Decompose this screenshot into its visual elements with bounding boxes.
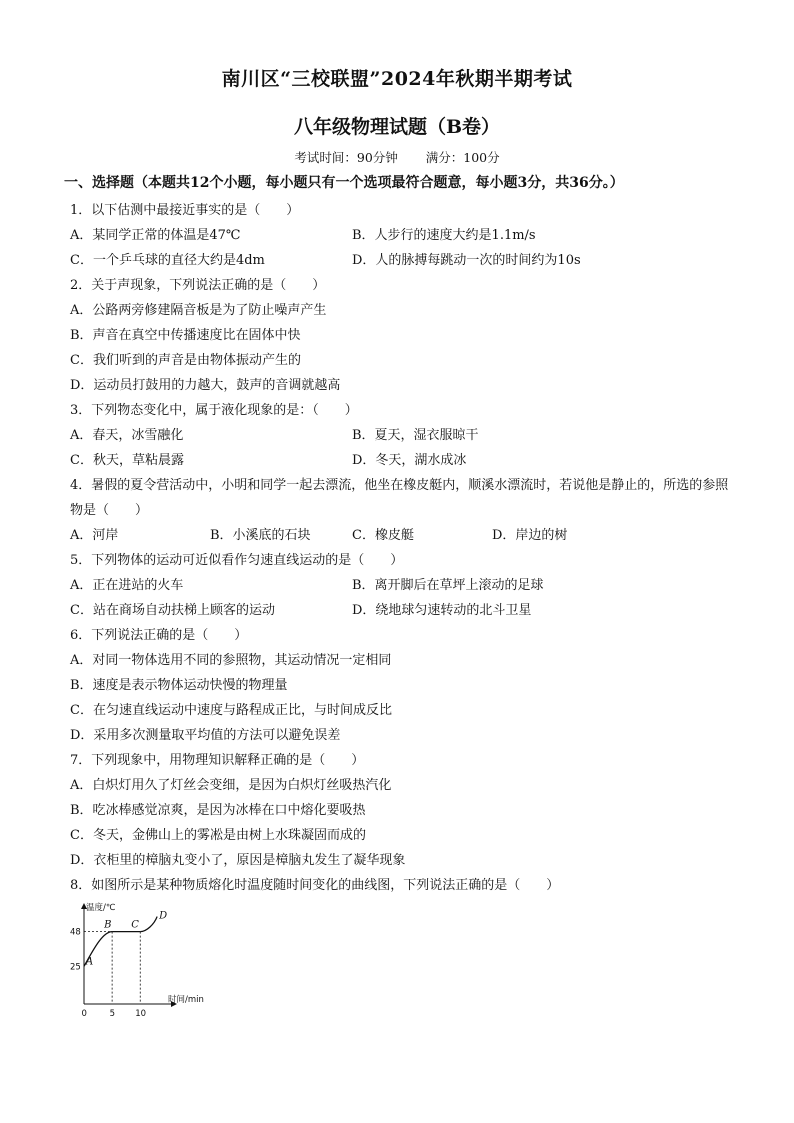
option-a: A．公路两旁修建隔音板是为了防止噪声产生 — [70, 303, 327, 318]
option-c: C．冬天，金佛山上的雾凇是由树上水珠凝固而成的 — [70, 828, 366, 843]
question-6 — [70, 623, 734, 748]
full-score: 满分：100分 — [425, 150, 500, 165]
question-5 — [70, 548, 734, 623]
question-2 — [70, 273, 734, 398]
y-tick-label: 48 — [70, 927, 81, 938]
question-4 — [70, 473, 734, 548]
question-8 — [70, 873, 734, 898]
question-stem: 6．下列说法正确的是（ ） — [70, 628, 248, 643]
option-c: C．我们听到的声音是由物体振动产生的 — [70, 353, 301, 368]
option-b: B．速度是表示物体运动快慢的物理量 — [70, 678, 288, 693]
exam-time: 考试时间：90分钟 — [294, 150, 398, 165]
point-label-c: C — [131, 919, 139, 931]
option-c: C．一个乒乓球的直径大约是4dm — [70, 253, 265, 268]
option-a: A．白炽灯用久了灯丝会变细，是因为白炽灯丝吸热汽化 — [70, 778, 392, 793]
x-tick-label: 10 — [135, 1009, 147, 1019]
option-row — [70, 573, 734, 598]
option-b: B．小溪底的石块 — [210, 528, 311, 543]
option-b: B．夏天，湿衣服晾干 — [352, 428, 479, 443]
y-tick-label: 25 — [70, 962, 81, 973]
option-c: C．秋天，草粘晨露 — [70, 453, 184, 468]
option-b: B．吃冰棒感觉凉爽，是因为冰棒在口中熔化要吸热 — [70, 803, 366, 818]
x-axis-label: 时间/min — [168, 995, 204, 1005]
curve-segment-cd — [140, 917, 157, 932]
x-tick-label: 5 — [109, 1009, 116, 1019]
option-a: A．正在进站的火车 — [70, 578, 184, 593]
option-b: B．离开脚后在草坪上滚动的足球 — [352, 578, 544, 593]
option-d: D．人的脉搏每跳动一次的时间约为10s — [352, 253, 581, 268]
option-d: D．岸边的树 — [492, 528, 568, 543]
question-3 — [70, 398, 734, 473]
exam-subtitle: 八年级物理试题（B卷） — [293, 116, 501, 138]
option-row — [70, 598, 734, 623]
option-row — [70, 248, 734, 273]
exam-title: 南川区“三校联盟”2024年秋期半期考试 — [221, 68, 573, 90]
option-d: D．运动员打鼓用的力越大，鼓声的音调就越高 — [70, 378, 341, 393]
x-tick-label: 0 — [81, 1009, 87, 1019]
option-a: A．春天，冰雪融化 — [70, 428, 184, 443]
option-d: D．衣柜里的樟脑丸变小了，原因是樟脑丸发生了凝华现象 — [70, 853, 406, 868]
y-axis-label: 温度/℃ — [86, 903, 116, 913]
section-title: 一、选择题（本题共12个小题，每小题只有一个选项最符合题意，每小题3分，共36分。） — [64, 175, 624, 191]
option-row — [70, 223, 734, 248]
question-stem: 5．下列物体的运动可近似看作匀速直线运动的是（ ） — [70, 553, 404, 568]
option-row — [70, 423, 734, 448]
option-c: C．站在商场自动扶梯上顾客的运动 — [70, 603, 275, 618]
option-b: B．声音在真空中传播速度比在固体中快 — [70, 328, 301, 343]
option-row — [70, 523, 734, 548]
question-stem: 2．关于声现象，下列说法正确的是（ ） — [70, 278, 326, 293]
question-stem: 3．下列物态变化中，属于液化现象的是：（ ） — [70, 403, 358, 418]
option-c: C．在匀速直线运动中速度与路程成正比，与时间成反比 — [70, 703, 392, 718]
option-row — [70, 448, 734, 473]
option-d: D．绕地球匀速转动的北斗卫星 — [352, 603, 532, 618]
exam-meta — [0, 148, 794, 166]
question-stem: 7．下列现象中，用物理知识解释正确的是（ ） — [70, 753, 365, 768]
option-c: C．橡皮艇 — [352, 528, 414, 543]
melting-curve-chart — [68, 898, 228, 1020]
melting-curve-svg — [68, 898, 228, 1020]
question-1 — [70, 198, 734, 273]
option-d: D．冬天，湖水成冰 — [352, 453, 467, 468]
question-stem: 4．暑假的夏令营活动中，小明和同学一起去漂流，他坐在橡皮艇内，顺溪水漂流时，若说他是静止的，所选的参照物是（ ） — [70, 478, 729, 518]
option-a: A．某同学正常的体温是47℃ — [70, 228, 241, 243]
point-label-b: B — [104, 919, 112, 931]
question-7 — [70, 748, 734, 873]
option-a: A．对同一物体选用不同的参照物，其运动情况一定相同 — [70, 653, 392, 668]
point-label-a: A — [86, 956, 94, 968]
option-d: D．采用多次测量取平均值的方法可以避免误差 — [70, 728, 341, 743]
point-label-d: D — [159, 910, 168, 922]
question-stem: 1．以下估测中最接近事实的是（ ） — [70, 203, 300, 218]
option-a: A．河岸 — [70, 528, 119, 543]
question-stem: 8．如图所示是某种物质熔化时温度随时间变化的曲线图，下列说法正确的是（ ） — [70, 878, 560, 893]
question-list — [70, 198, 734, 898]
option-b: B．人步行的速度大约是1.1m/s — [352, 228, 536, 243]
